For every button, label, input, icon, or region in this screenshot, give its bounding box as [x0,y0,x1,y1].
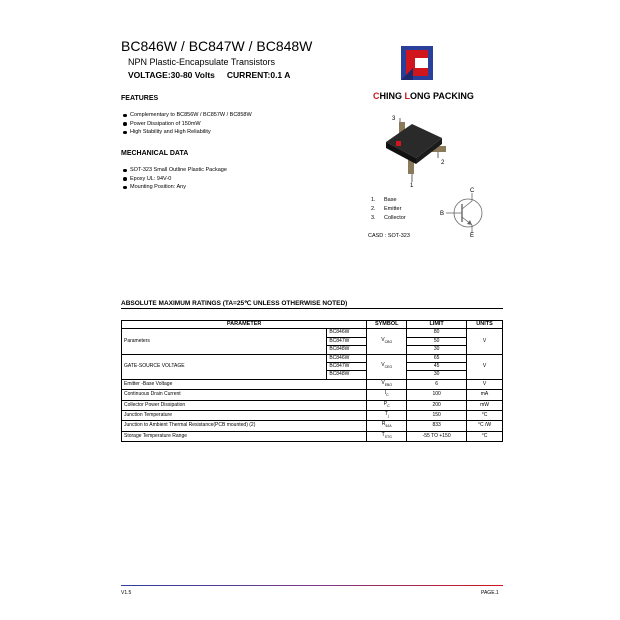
doc-subtitle: NPN Plastic-Encapsulate Transistors [128,57,276,67]
feature-item: High Stability and High Reliability [123,128,353,137]
mechanical-list [123,166,353,192]
limit-value: 6 [407,379,467,389]
table-row [122,421,503,431]
feature-item: Complementary to BC856W / BC857W / BC858W [123,111,353,120]
header-parameter: PARAMETER [122,321,367,329]
group1-name: Parameters [122,329,327,354]
ratings-table [121,320,503,442]
mechanical-item: Mounting Position: Any [123,183,353,192]
table-row [122,411,503,421]
table-row [122,390,503,400]
pin-number: 3. [371,215,376,221]
table-row [122,379,503,389]
symbol-cell: $T_{STG}$ [367,431,407,441]
ratings-heading: ABSOLUTE MAXIMUM RATINGS (TA=25℃ UNLESS OTHERWISE NOTED) [121,299,503,309]
brand-word-ong: ONG PACKING [410,91,474,101]
mechanical-item: Epoxy UL: 94V-0 [123,175,353,184]
table-row [122,329,503,337]
device-type: BC848W [327,371,367,379]
symbol-cell: $V_{EBO}$ [367,379,407,389]
group2-symbol: $V_{CEO}$ [367,354,407,379]
unit-cell: mA [467,390,503,400]
unit-cell: mW [467,400,503,410]
device-type: BC847W [327,337,367,345]
group1-unit: V [467,329,503,354]
limit-value: 30 [407,346,467,354]
limit-value: -55 TO +150 [407,431,467,441]
pin-name: Emitter [384,206,402,212]
features-list [123,111,353,137]
param-name: Junction to Ambient Thermal Resistance(PCB mounted) (2) [122,421,367,431]
symbol-label-e: E [470,233,475,237]
symbol-cell: $I_C$ [367,390,407,400]
limit-value: 45 [407,363,467,371]
param-name: Storage Temperature Range [122,431,367,441]
pin-name: Base [384,197,397,203]
mechanical-item: SOT-323 Small Outline Plastic Package [123,166,353,175]
limit-value: 65 [407,354,467,362]
param-name: Junction Temperature [122,411,367,421]
pin-item [371,196,397,205]
symbol-cell: $P_C$ [367,400,407,410]
header-symbol: SYMBOL [367,321,407,329]
symbol-cell: $R_{\theta JA}$ [367,421,407,431]
group2-name: GATE-SOURCE VOLTAGE [122,354,327,379]
pin-item [371,205,402,214]
table-row [122,354,503,362]
unit-cell: °C /W [467,421,503,431]
limit-value: 30 [407,371,467,379]
device-type: BC848W [327,346,367,354]
symbol-label-c: C [470,188,475,194]
header-units: UNITS [467,321,503,329]
unit-cell: V [467,379,503,389]
limit-value: 100 [407,390,467,400]
table-row [122,431,503,441]
brand-name [373,91,474,101]
package-illustration [372,112,462,187]
device-type: BC846W [327,329,367,337]
pin-list [371,196,406,223]
table-row [122,400,503,410]
limit-value: 150 [407,411,467,421]
feature-item: Power Dissipation of 150mW [123,120,353,129]
footer-divider [121,585,503,586]
brand-word-hing: HING [379,91,405,101]
pin-label-3: 3 [392,116,396,122]
param-name: Continuous Drain Current [122,390,367,400]
group1-symbol: $V_{CBO}$ [367,329,407,354]
param-name: Emitter -Base Voltage [122,379,367,389]
param-name: Collector Power Dissipation [122,400,367,410]
current-rating: CURRENT:0.1 A [226,70,291,80]
footer-version: V1.5 [121,590,132,596]
table-header-row [122,321,503,329]
pin-label-2: 2 [441,160,445,166]
npn-transistor-symbol [436,185,496,237]
limit-value: 833 [407,421,467,431]
device-type: BC847W [327,363,367,371]
brand-letter-c: C [373,91,380,101]
footer-page-number: PAGE.1 [481,590,499,596]
pin-number: 1. [371,197,376,203]
pin-name: Collector [384,215,406,221]
unit-cell: °C [467,411,503,421]
features-heading: FEATURES [121,95,159,102]
pin-label-1: 1 [410,183,414,187]
limit-value: 80 [407,329,467,337]
pin-number: 2. [371,206,376,212]
symbol-label-b: B [440,211,445,217]
mechanical-heading: MECHANICAL DATA [121,150,189,157]
limit-value: 200 [407,400,467,410]
company-logo [401,46,433,80]
case-label: CASD : SOT-323 [368,233,410,239]
group2-unit: V [467,354,503,379]
symbol-cell: $T_j$ [367,411,407,421]
pin-item [371,214,406,223]
brand-letter-l: L [404,91,411,101]
voltage-rating: VOLTAGE:30-80 Volts [128,70,215,80]
limit-value: 50 [407,337,467,345]
unit-cell: °C [467,431,503,441]
header-limit: LIMIT [407,321,467,329]
voltage-current-line [128,70,290,80]
device-type: BC846W [327,354,367,362]
doc-title: BC846W / BC847W / BC848W [121,38,313,54]
